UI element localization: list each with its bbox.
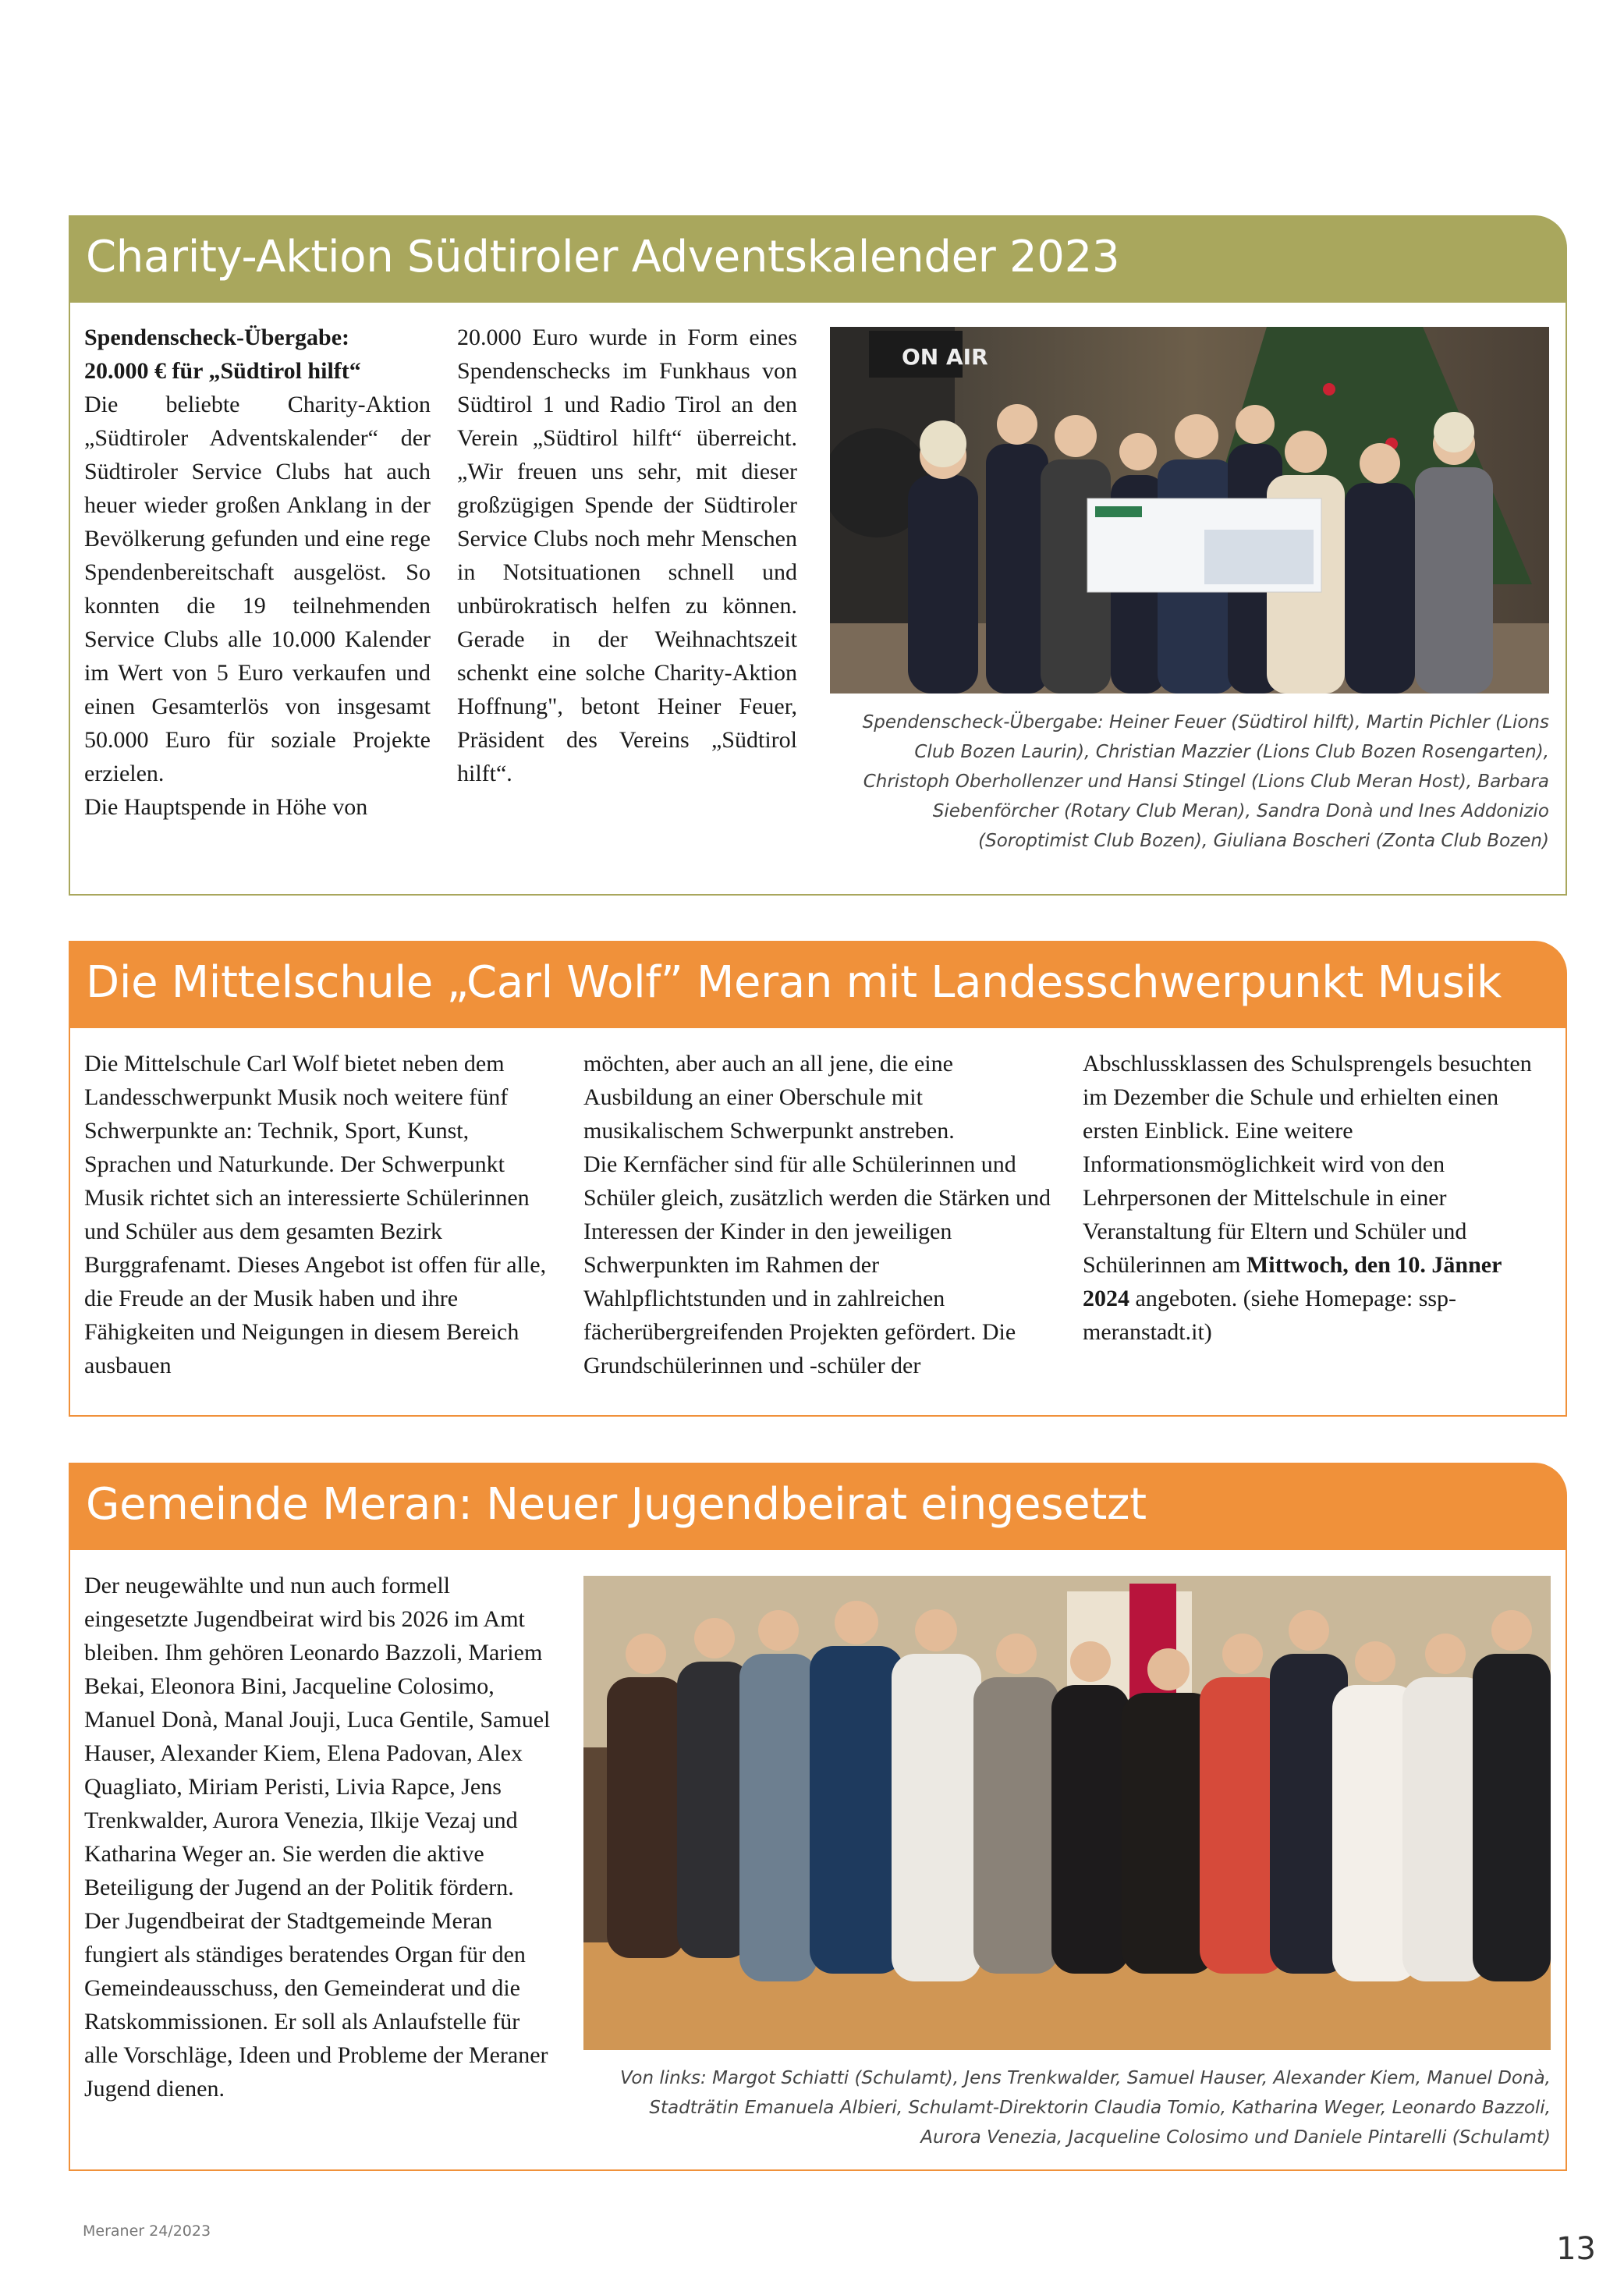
- photo-illustration: [830, 327, 1549, 694]
- article-column-3: [1083, 1047, 1551, 1349]
- article-paragraph: Die Kernfächer sind für alle Schülerinnen und Schüler gleich, zusätzlich werden die Stärken und Interessen der Kinder in den jeweiligen Schwerpunkten im Rahmen der Wahlpflichtstunden und in zahlreichen fächerübergreifenden Projekten gefördert. Die Grundschülerinnen und -schüler der: [583, 1151, 1051, 1378]
- article-paragraph: Die Hauptspende in Höhe von: [84, 794, 368, 820]
- photo-illustration: [583, 1576, 1551, 2050]
- section-banner: [69, 215, 1567, 303]
- paragraph-text: Abschlussklassen des Schulsprengels besuchten im Dezember die Schule und erhielten einen ersten Einblick. Eine weitere Informationsmöglichkeit wird von den Lehrpersonen der Mittelschule in einer Veranstaltung für Eltern und Schüler und Schülerinnen am: [1083, 1051, 1532, 1278]
- publication-issue: Meraner 24/2023: [83, 2222, 211, 2240]
- article-column-1: [84, 1047, 555, 1382]
- section-banner: [69, 941, 1567, 1028]
- section-title: Charity-Aktion Südtiroler Adventskalender 2023: [86, 232, 1120, 282]
- section-title: Die Mittelschule „Carl Wolf” Meran mit Landesschwerpunkt Musik: [86, 957, 1502, 1008]
- section-jugendbeirat: [69, 1463, 1567, 2173]
- article-paragraph: Der neugewählte und nun auch formell eingesetzte Jugendbeirat wird bis 2026 im Amt bleiben. Ihm gehören Leonardo Bazzoli, Mariem Bekai, Eleonora Bini, Jacqueline Colosimo, Manuel Donà, Manal Jouji, Luca Gentile, Samuel Hauser, Alexander Kiem, Elena Padovan, Alex Quagliato, Miriam Peristi, Livia Rapce, Jens Trenkwalder, Aurora Venezia, Ilkije Vezaj und Katharina Weger an. Sie werden die aktive Beteiligung der Jugend an der Politik fördern.: [84, 1573, 551, 1900]
- youth-council-photo: [583, 1576, 1551, 2050]
- article-paragraph: [1083, 1047, 1551, 1349]
- photo-caption: Spendenscheck-Übergabe: Heiner Feuer (Südtirol hilft), Martin Pichler (Lions Club Bozen Laurin), Christian Mazzier (Lions Club Bozen Rosengarten), Christoph Oberhollenzer und Hansi Stingel (Lions Club Meran Host), Barbara Siebenförcher (Rotary Club Meran), Sandra Donà und Ines Addonizio (Soroptimist Club Bozen), Giuliana Boscheri (Zonta Club Bozen): [862, 712, 1549, 851]
- cheque-handover-photo: [830, 327, 1549, 694]
- article-paragraph: 20.000 Euro wurde in Form eines Spendenschecks im Funkhaus von Südtirol 1 und Radio Tirol an den Verein „Südtirol hilft“ überreicht. „Wir freuen uns sehr, mit dieser großzügigen Spende der Südtiroler Service Clubs noch mehr Menschen in Notsituationen schnell und unbürokratisch helfen zu können. Gerade in der Weihnachtszeit schenkt eine solche Charity-Aktion Hoffnung", betont Heiner Feuer, Präsident des Vereins „Südtirol hilft“.: [457, 325, 797, 786]
- article-column-1: [84, 1569, 555, 2105]
- article-subheading: Spendenscheck-Übergabe:: [84, 325, 350, 350]
- article-paragraph: Die beliebte Charity-Aktion „Südtiroler Adventskalender“ der Südtiroler Service Clubs hat auch heuer wieder großen Anklang in der Bevölkerung gefunden und eine rege Spendenbereitschaft ausgelöst. So konnten die 19 teilnehmenden Service Clubs alle 10.000 Kalender im Wert von 5 Euro verkaufen und einen Gesamterlös von insgesamt 50.000 Euro für soziale Projekte erzielen.: [84, 392, 431, 786]
- on-air-sign: ON AIR: [902, 344, 988, 370]
- article-paragraph: möchten, aber auch an all jene, die eine Ausbildung an einer Oberschule mit musikalischem Schwerpunkt anstreben.: [583, 1051, 955, 1144]
- article-paragraph: Der Jugendbeirat der Stadtgemeinde Meran fungiert als ständiges beratendes Organ für den Gemeindeausschuss, den Gemeinderat und die Ratskommissionen. Er soll als Anlaufstelle für alle Vorschläge, Ideen und Probleme der Meraner Jugend dienen.: [84, 1908, 548, 2102]
- section-mittelschule: [69, 941, 1567, 1418]
- section-banner: [69, 1463, 1567, 1550]
- article-column-1: [84, 321, 431, 824]
- page-number: 13: [1556, 2231, 1596, 2267]
- photo-caption: Von links: Margot Schiatti (Schulamt), Jens Trenkwalder, Samuel Hauser, Alexander Kiem, Manuel Donà, Stadträtin Emanuela Albieri, Schulamt-Direktorin Claudia Tomio, Katharina Weger, Leonardo Bazzoli, Aurora Venezia, Jacqueline Colosimo und Daniele Pintarelli (Schulamt): [620, 2068, 1551, 2148]
- article-paragraph: Die Mittelschule Carl Wolf bietet neben dem Landesschwerpunkt Musik noch weitere fünf Schwerpunkte an: Technik, Sport, Kunst, Sprachen und Naturkunde. Der Schwerpunkt Musik richtet sich an interessierte Schülerinnen und Schüler aus dem gesamten Bezirk Burggrafenamt. Dieses Angebot ist offen für alle, die Freude an der Musik haben und ihre Fähigkeiten und Neigungen in diesem Bereich ausbauen: [84, 1051, 547, 1378]
- article-subheading: 20.000 € für „Südtirol hilft“: [84, 358, 361, 384]
- article-column-2: [583, 1047, 1059, 1382]
- event-date: Mittwoch, den 10. Jänner 2024: [1083, 1252, 1502, 1311]
- article-column-2: [457, 321, 797, 790]
- paragraph-text: angeboten. (siehe Homepage: ssp-meranstadt.it): [1083, 1286, 1457, 1345]
- section-title: Gemeinde Meran: Neuer Jugendbeirat eingesetzt: [86, 1479, 1147, 1530]
- section-charity: [69, 215, 1567, 897]
